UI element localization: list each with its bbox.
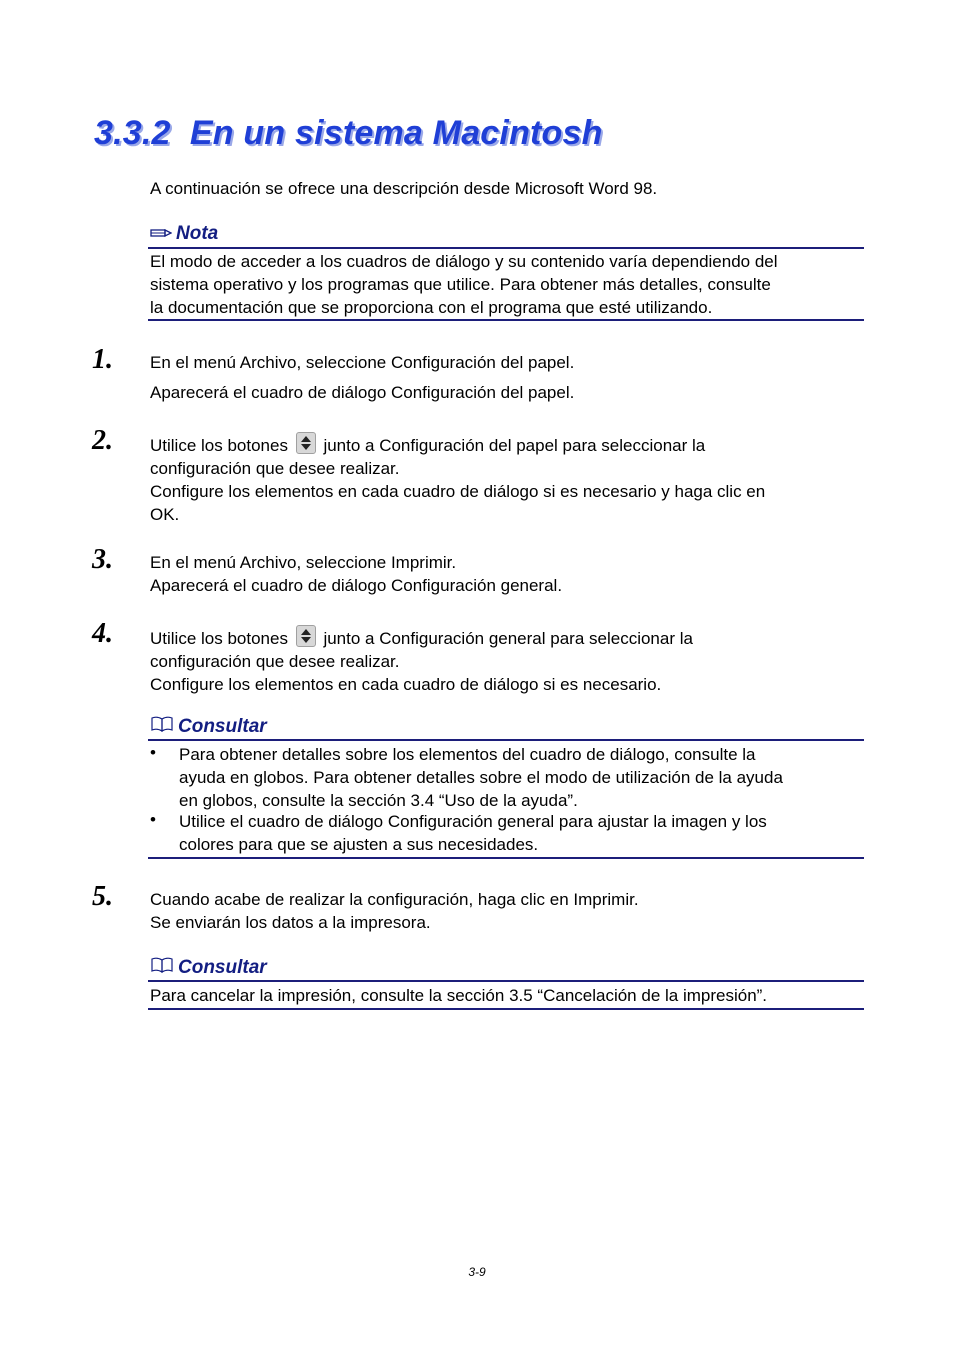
step-3-line: Aparecerá el cuadro de diálogo Configuración general. <box>150 576 563 595</box>
reference-bottom-rule <box>148 857 864 859</box>
section-heading <box>94 114 603 153</box>
note-line: la documentación que se proporciona con el programa que esté utilizando. <box>150 298 713 317</box>
bullet-mark: • <box>150 743 156 762</box>
step-4-text: junto a Configuración general para seleccionar la <box>323 629 693 648</box>
reference-item <box>150 743 864 813</box>
step-4-body <box>150 625 693 696</box>
step-5-line: Cuando acabe de realizar la configuración, haga clic en Imprimir. <box>150 890 639 909</box>
book-icon <box>150 715 174 739</box>
reference-title: Consultar <box>178 957 267 979</box>
bullet-mark: • <box>150 810 156 829</box>
reference-top-rule <box>148 739 864 741</box>
step-1-number: 1. <box>92 344 113 375</box>
step-2-first-line <box>150 432 765 457</box>
step-3-line: En el menú Archivo, seleccione Imprimir. <box>150 553 457 572</box>
reference-bottom-rule <box>148 1008 864 1010</box>
pencil-icon <box>150 223 172 245</box>
step-2-body <box>150 432 765 526</box>
step-4-number: 4. <box>92 618 113 649</box>
note-bottom-rule <box>148 319 864 321</box>
step-3-number: 3. <box>92 544 113 575</box>
step-2-line: configuración que desee realizar. <box>150 459 400 478</box>
step-2-text: Utilice los botones <box>150 436 288 455</box>
step-5-line: Se enviarán los datos a la impresora. <box>150 913 431 932</box>
intro-text: A continuación se ofrece una descripción desde Microsoft Word 98. <box>150 179 658 198</box>
page-number: 3-9 <box>468 1265 486 1279</box>
step-5-body <box>150 888 639 934</box>
note-header <box>150 223 218 245</box>
reference-item-text <box>179 810 767 856</box>
step-4-text: Utilice los botones <box>150 629 288 648</box>
reference-item <box>150 810 864 856</box>
up-down-arrows-icon <box>296 625 316 647</box>
reference-text: Para cancelar la impresión, consulte la sección 3.5 “Cancelación de la impresión”. <box>150 986 768 1005</box>
step-1-line: En el menú Archivo, seleccione Configuración del papel. <box>150 353 575 372</box>
step-5-number: 5. <box>92 881 113 912</box>
reference-header <box>150 956 267 980</box>
step-2-text: junto a Configuración del papel para seleccionar la <box>323 436 706 455</box>
reference-line: Utilice el cuadro de diálogo Configuración general para ajustar la imagen y los <box>179 812 767 831</box>
step-3-body <box>150 551 562 597</box>
step-4-line: configuración que desee realizar. <box>150 652 400 671</box>
reference-line: en globos, consulte la sección 3.4 “Uso de la ayuda”. <box>179 791 578 810</box>
step-4-line: Configure los elementos en cada cuadro de diálogo si es necesario. <box>150 675 662 694</box>
note-line: El modo de acceder a los cuadros de diálogo y su contenido varía dependiendo del <box>150 252 778 271</box>
up-down-arrows-icon <box>296 432 316 454</box>
note-title: Nota <box>176 223 219 245</box>
reference-header <box>150 715 267 739</box>
note-body <box>150 250 778 319</box>
step-1-line: Aparecerá el cuadro de diálogo Configuración del papel. <box>150 383 575 402</box>
step-4-first-line <box>150 625 693 650</box>
reference-line: colores para que se ajusten a sus necesidades. <box>179 835 539 854</box>
note-line: sistema operativo y los programas que utilice. Para obtener más detalles, consulte <box>150 275 771 294</box>
book-icon <box>150 956 174 980</box>
reference-line: ayuda en globos. Para obtener detalles sobre el modo de utilización de la ayuda <box>179 768 783 787</box>
step-2-line: OK. <box>150 505 180 524</box>
step-2-number: 2. <box>92 425 113 456</box>
section-title: En un sistema Macintosh <box>189 114 603 152</box>
reference-top-rule <box>148 980 864 982</box>
reference-line: Para obtener detalles sobre los elementos del cuadro de diálogo, consulte la <box>179 745 756 764</box>
step-2-line: Configure los elementos en cada cuadro de diálogo si es necesario y haga clic en <box>150 482 766 501</box>
reference-title: Consultar <box>178 716 267 738</box>
reference-item-text <box>179 743 783 812</box>
section-number: 3.3.2 <box>94 114 171 152</box>
note-top-rule <box>148 247 864 249</box>
